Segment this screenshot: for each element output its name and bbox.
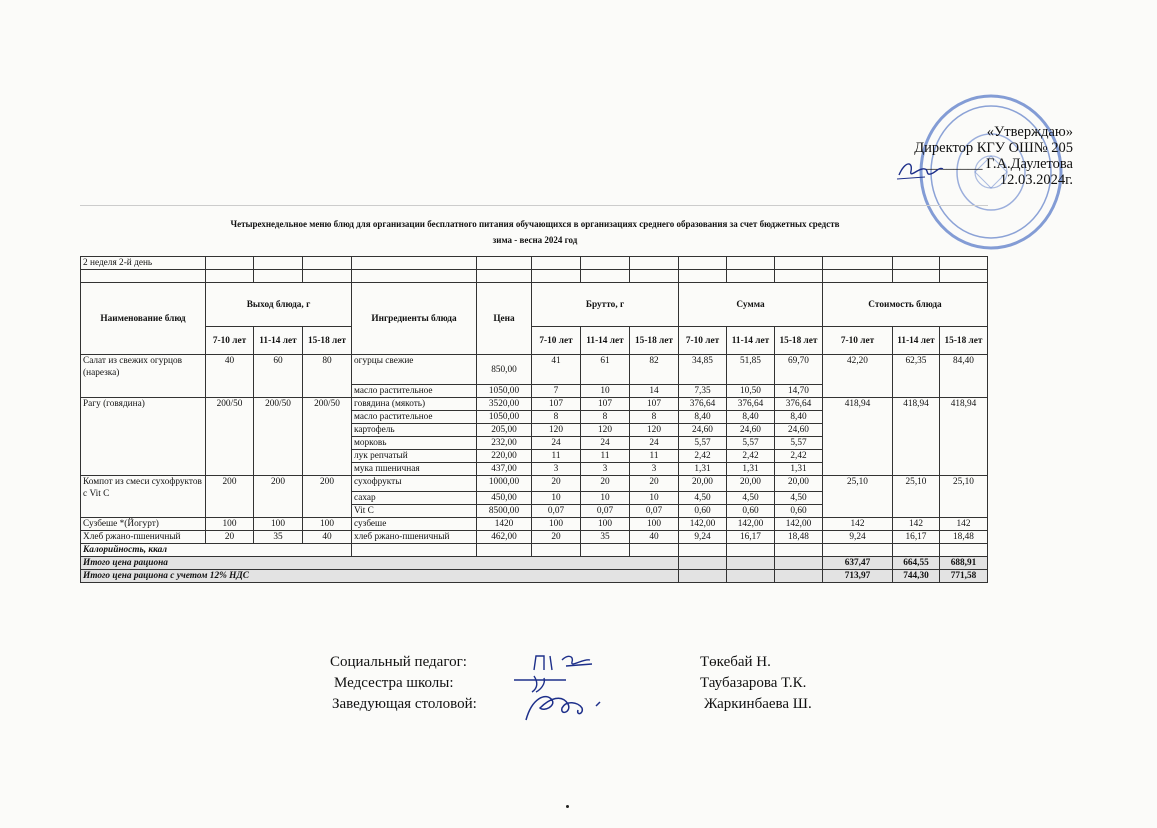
ingredient-brutto: 10 (630, 492, 679, 505)
ingredient-sum: 2,42 (679, 450, 727, 463)
ingredient-brutto: 11 (532, 450, 581, 463)
ingredient-price: 450,00 (477, 492, 532, 505)
ingredient-sum: 24,60 (679, 424, 727, 437)
total-value: 713,97 (823, 570, 893, 583)
social-teacher-signature (528, 652, 598, 674)
ingredient-name: морковь (352, 437, 477, 450)
ingredient-sum: 8,40 (679, 411, 727, 424)
dish-name: Хлеб ржано-пшеничный (81, 531, 206, 544)
ingredient-price: 220,00 (477, 450, 532, 463)
approval-signature-line: ________ Г.А.Даулетова (924, 156, 1073, 172)
menu-title-line2: зима - весна 2024 год (492, 235, 578, 245)
ingredient-name: масло растительное (352, 411, 477, 424)
dish-cost: 62,35 (893, 355, 940, 398)
total-label: Итого цена рациона (81, 557, 679, 570)
dish-cost: 25,10 (893, 476, 940, 518)
header-ingredients: Ингредиенты блюда (352, 283, 477, 355)
ingredient-brutto: 120 (532, 424, 581, 437)
ingredient-brutto: 20 (532, 476, 581, 492)
total-value: 688,91 (940, 557, 988, 570)
ingredient-sum: 376,64 (727, 398, 775, 411)
header-cost-age2: 11-14 лет (893, 327, 940, 355)
ingredient-brutto: 0,07 (532, 505, 581, 518)
signature-name: Төкебай Н. (700, 654, 771, 670)
ingredient-sum: 1,31 (679, 463, 727, 476)
ingredient-name: мука пшеничная (352, 463, 477, 476)
ingredient-brutto: 20 (581, 476, 630, 492)
ingredient-brutto: 3 (581, 463, 630, 476)
dish-cost: 142 (823, 518, 893, 531)
ingredient-name: сухофрукты (352, 476, 477, 492)
ingredient-name: картофель (352, 424, 477, 437)
signature-role: Медсестра школы: (334, 675, 454, 691)
dish-output: 20 (206, 531, 254, 544)
ingredient-name: огурцы свежие (352, 355, 477, 385)
ingredient-brutto: 3 (630, 463, 679, 476)
ingredient-sum: 142,00 (679, 518, 727, 531)
ingredient-name: хлеб ржано-пшеничный (352, 531, 477, 544)
ingredient-sum: 8,40 (727, 411, 775, 424)
dish-output: 200/50 (303, 398, 352, 476)
table-row (81, 398, 988, 411)
ingredient-brutto: 3 (532, 463, 581, 476)
dish-output: 60 (254, 355, 303, 398)
table-row (81, 531, 988, 544)
ingredient-price: 232,00 (477, 437, 532, 450)
dish-output: 200/50 (254, 398, 303, 476)
header-output-age3: 15-18 лет (303, 327, 352, 355)
ingredient-sum: 1,31 (727, 463, 775, 476)
ingredient-sum: 142,00 (775, 518, 823, 531)
ingredient-brutto: 41 (532, 355, 581, 385)
ingredient-brutto: 0,07 (630, 505, 679, 518)
header-dish: Наименование блюд (81, 283, 206, 355)
ingredient-brutto: 35 (581, 531, 630, 544)
calories-label: Калорийность, ккал (81, 544, 352, 557)
ingredient-brutto: 20 (532, 531, 581, 544)
ingredient-name: говядина (мякоть) (352, 398, 477, 411)
header-output-age1: 7-10 лет (206, 327, 254, 355)
approval-director: Директор КГУ ОШ№ 205 (914, 140, 1073, 156)
ingredient-sum: 24,60 (727, 424, 775, 437)
ingredient-brutto: 14 (630, 385, 679, 398)
sheet-top-border (80, 205, 988, 206)
header-brutto: Брутто, г (532, 283, 679, 327)
dish-cost: 418,94 (893, 398, 940, 476)
total-value: 744,30 (893, 570, 940, 583)
page-mark (566, 805, 569, 808)
ingredient-brutto: 107 (630, 398, 679, 411)
ingredient-brutto: 10 (532, 492, 581, 505)
header-output: Выход блюда, г (206, 283, 352, 327)
total-row (81, 557, 988, 570)
dish-name: Салат из свежих огурцов (нарезка) (81, 355, 206, 398)
ingredient-price: 462,00 (477, 531, 532, 544)
header-cost-age3: 15-18 лет (940, 327, 988, 355)
dish-cost: 25,10 (823, 476, 893, 518)
ingredient-brutto: 107 (581, 398, 630, 411)
menu-table (80, 256, 988, 583)
dish-output: 200/50 (206, 398, 254, 476)
period-row (81, 257, 988, 270)
dish-cost: 9,24 (823, 531, 893, 544)
total-value: 664,55 (893, 557, 940, 570)
ingredient-sum: 24,60 (775, 424, 823, 437)
ingredient-sum: 0,60 (679, 505, 727, 518)
ingredient-sum: 9,24 (679, 531, 727, 544)
ingredient-sum: 7,35 (679, 385, 727, 398)
ingredient-brutto: 107 (532, 398, 581, 411)
menu-title (81, 216, 989, 248)
header-cost: Стоимость блюда (823, 283, 988, 327)
ingredient-name: сахар (352, 492, 477, 505)
header-row-2 (81, 327, 988, 355)
ingredient-sum: 10,50 (727, 385, 775, 398)
dish-cost: 142 (893, 518, 940, 531)
ingredient-price: 1050,00 (477, 411, 532, 424)
ingredient-price: 205,00 (477, 424, 532, 437)
ingredient-sum: 8,40 (775, 411, 823, 424)
signature-role: Социальный педагог: (330, 654, 467, 670)
dish-cost: 16,17 (893, 531, 940, 544)
ingredient-sum: 20,00 (775, 476, 823, 492)
ingredient-brutto: 7 (532, 385, 581, 398)
ingredient-price: 850,00 (477, 355, 532, 385)
header-brutto-age3: 15-18 лет (630, 327, 679, 355)
table-row (81, 355, 988, 385)
dish-output: 200 (303, 476, 352, 518)
ingredient-sum: 5,57 (679, 437, 727, 450)
dish-output: 40 (303, 531, 352, 544)
ingredient-sum: 376,64 (679, 398, 727, 411)
header-sum-age3: 15-18 лет (775, 327, 823, 355)
header-row-1 (81, 283, 988, 327)
ingredient-sum: 51,85 (727, 355, 775, 385)
spacer-row (81, 270, 988, 283)
header-output-age2: 11-14 лет (254, 327, 303, 355)
dish-output: 80 (303, 355, 352, 398)
ingredient-name: Vit C (352, 505, 477, 518)
ingredient-sum: 20,00 (727, 476, 775, 492)
total-row (81, 570, 988, 583)
dish-cost: 418,94 (940, 398, 988, 476)
ingredient-sum: 376,64 (775, 398, 823, 411)
ingredient-sum: 18,48 (775, 531, 823, 544)
ingredient-brutto: 100 (581, 518, 630, 531)
dish-name: Рагу (говядина) (81, 398, 206, 476)
header-sum-age1: 7-10 лет (679, 327, 727, 355)
approval-heading: «Утверждаю» (986, 124, 1073, 140)
ingredient-sum: 4,50 (679, 492, 727, 505)
ingredient-brutto: 120 (581, 424, 630, 437)
ingredient-sum: 16,17 (727, 531, 775, 544)
header-brutto-age2: 11-14 лет (581, 327, 630, 355)
ingredient-brutto: 100 (532, 518, 581, 531)
signature-name: Таубазарова Т.К. (700, 675, 807, 691)
ingredient-brutto: 10 (581, 385, 630, 398)
dish-output: 100 (303, 518, 352, 531)
director-signature (895, 157, 945, 183)
ingredient-brutto: 20 (630, 476, 679, 492)
ingredient-sum: 69,70 (775, 355, 823, 385)
ingredient-brutto: 8 (532, 411, 581, 424)
ingredient-sum: 5,57 (727, 437, 775, 450)
total-value: 771,58 (940, 570, 988, 583)
approval-date: 12.03.2024г. (999, 172, 1073, 188)
ingredient-sum: 2,42 (775, 450, 823, 463)
header-brutto-age1: 7-10 лет (532, 327, 581, 355)
ingredient-price: 437,00 (477, 463, 532, 476)
ingredient-sum: 0,60 (775, 505, 823, 518)
header-cost-age1: 7-10 лет (823, 327, 893, 355)
signature-name: Жаркинбаева Ш. (704, 696, 812, 712)
dish-name: Сузбеше *(Йогурт) (81, 518, 206, 531)
calories-row (81, 544, 988, 557)
dish-cost: 142 (940, 518, 988, 531)
header-sum: Сумма (679, 283, 823, 327)
canteen-head-signature (516, 690, 612, 724)
ingredient-brutto: 40 (630, 531, 679, 544)
menu-title-line1: Четырехнедельное меню блюд для организации бесплатного питания обучающихся в организациях среднего образования за счет бюджетных средств (230, 219, 840, 229)
ingredient-sum: 2,42 (727, 450, 775, 463)
ingredient-price: 1420 (477, 518, 532, 531)
ingredient-brutto: 120 (630, 424, 679, 437)
dish-output: 40 (206, 355, 254, 398)
dish-cost: 42,20 (823, 355, 893, 398)
ingredient-sum: 4,50 (727, 492, 775, 505)
ingredient-price: 1050,00 (477, 385, 532, 398)
dish-output: 100 (254, 518, 303, 531)
ingredient-sum: 0,60 (727, 505, 775, 518)
ingredient-brutto: 11 (630, 450, 679, 463)
ingredient-sum: 20,00 (679, 476, 727, 492)
ingredient-sum: 4,50 (775, 492, 823, 505)
ingredient-sum: 34,85 (679, 355, 727, 385)
table-row (81, 476, 988, 492)
dish-cost: 418,94 (823, 398, 893, 476)
period-label: 2 неделя 2-й день (81, 257, 206, 270)
ingredient-brutto: 61 (581, 355, 630, 385)
ingredient-price: 1000,00 (477, 476, 532, 492)
dish-output: 100 (206, 518, 254, 531)
header-price: Цена (477, 283, 532, 355)
table-row (81, 518, 988, 531)
dish-output: 200 (206, 476, 254, 518)
ingredient-sum: 142,00 (727, 518, 775, 531)
dish-cost: 25,10 (940, 476, 988, 518)
total-value: 637,47 (823, 557, 893, 570)
ingredient-price: 3520,00 (477, 398, 532, 411)
ingredient-brutto: 8 (630, 411, 679, 424)
ingredient-brutto: 24 (630, 437, 679, 450)
ingredient-name: сузбеше (352, 518, 477, 531)
ingredient-sum: 5,57 (775, 437, 823, 450)
ingredient-sum: 14,70 (775, 385, 823, 398)
ingredient-brutto: 24 (532, 437, 581, 450)
ingredient-brutto: 82 (630, 355, 679, 385)
ingredient-brutto: 0,07 (581, 505, 630, 518)
ingredient-brutto: 8 (581, 411, 630, 424)
dish-cost: 84,40 (940, 355, 988, 398)
dish-output: 35 (254, 531, 303, 544)
ingredient-brutto: 10 (581, 492, 630, 505)
total-label: Итого цена рациона с учетом 12% НДС (81, 570, 679, 583)
header-sum-age2: 11-14 лет (727, 327, 775, 355)
ingredient-sum: 1,31 (775, 463, 823, 476)
ingredient-name: лук репчатый (352, 450, 477, 463)
ingredient-brutto: 100 (630, 518, 679, 531)
ingredient-price: 8500,00 (477, 505, 532, 518)
ingredient-brutto: 24 (581, 437, 630, 450)
ingredient-brutto: 11 (581, 450, 630, 463)
signature-role: Заведующая столовой: (332, 696, 477, 712)
ingredient-name: масло растительное (352, 385, 477, 398)
dish-name: Компот из смеси сухофруктов с Vit C (81, 476, 206, 518)
dish-cost: 18,48 (940, 531, 988, 544)
dish-output: 200 (254, 476, 303, 518)
